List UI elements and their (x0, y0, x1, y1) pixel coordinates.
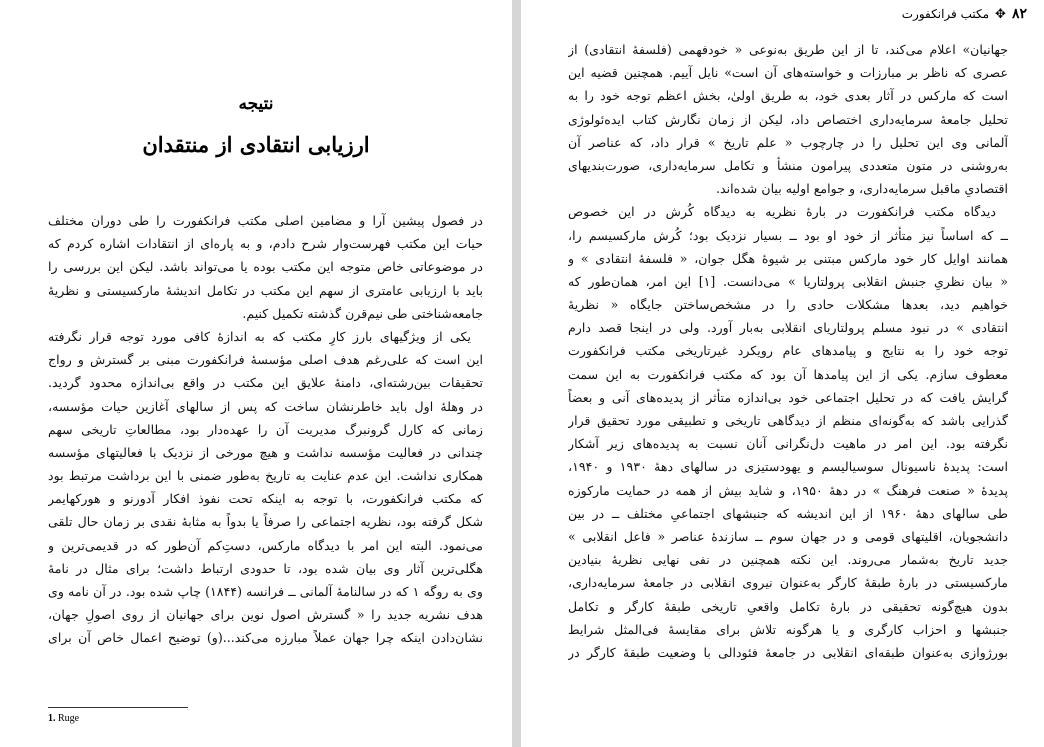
text-line: همکاری نداشت. این عدم عنایت به تاریخ به‌طور ضمنی با این برداشت مرتبط بود (48, 468, 483, 484)
text-line: جدید تاریخ به‌شمار می‌روند. این نکته همچنین در نفی نهایی نظریهٔ بنیادین (568, 552, 1008, 568)
text-line: این است که علی‌رغم هدف اصلی مؤسسهٔ فرانکفورت مبنی بر گسترش و رواج (48, 352, 483, 368)
chapter-label: نتیجه (238, 94, 274, 114)
text-line: می‌نمود. البته این امر با دیدگاه مارکس، دستِ‌کم آن‌طور که در قدیمی‌ترین و (48, 537, 483, 553)
footnote-rule (48, 707, 188, 708)
text-line: یکی از ویژگیهای بارز کارِ مکتب که به اندازهٔ کافی مورد توجه قرار نگرفته (48, 328, 471, 344)
running-title: مکتب فرانکفورت (901, 7, 990, 21)
text-line: بدون هیچ‌گونه تحقیقی در بارهٔ تکامل واقعیِ تاریخی طبقهٔ کارگر و تکامل (568, 598, 1008, 614)
text-line: تحقیقات بین‌رشته‌ای، دامنهٔ علایق این مکتب در واقع بی‌اندازه محدود گردید. (48, 375, 483, 391)
text-line: تحلیل جامعهٔ سرمایه‌داری اختصاص داد، لیکن از زمان نگارش کتاب ایده‌ئولوژی (568, 111, 1008, 127)
right-body-text (568, 38, 1008, 664)
chapter-title: ارزیابی انتقادی از منتقدان (142, 132, 370, 157)
text-line: در موضوعاتی خاص متوجه این مکتب بوده یا می‌تواند باشد. لیکن این بررسی را (48, 259, 483, 275)
text-line: هدف نشریه جدید را « گسترش اصول نوین برای جهانیان از روی اصولِ جهان، (48, 607, 483, 623)
text-line: ــ که اساساً نیز متأثر از خود او بود ــ بسیار نزدیک بود؛ کُرش مارکسیسم را، (568, 227, 1008, 243)
ornament-icon: ✥ (995, 7, 1006, 22)
text-line: گرایش یافت که در تحلیل اجتماعی خود بی‌اندازه متأثر از پدیده‌های آنی و بعضاً (568, 389, 1008, 405)
text-line: عصری که ناظر بر مبارزات و خواسته‌های آن است» نایل آییم. همچنین قضیه این (568, 65, 1008, 81)
text-line: مارکسیستی در بارهٔ طبقهٔ کارگر به‌عنوان نیروی انقلابی در جامعهٔ سرمایه‌داری، (568, 575, 1008, 591)
text-line: نگرفته بود. این امر در ماهیت دل‌نگرانی آنان نسبت به پدیده‌های زیر آشکار (568, 436, 1008, 452)
text-line: چندانی در فعالیت مؤسسه نداشت و هیچ مورخی از نزدیک با فعالیتهای مؤسسه (48, 444, 483, 460)
text-line: هگلی‌ترین آثار وی بیان شده بود، تا حدودی ارتباط داشت؛ برای مثال در نامهٔ (48, 560, 483, 576)
running-head (537, 6, 1027, 22)
text-line: نشان‌دادن اینکه چرا جهان عملاً مبارزه می‌کند...(و) توضیح اعمال خاص آن برای (48, 630, 483, 646)
text-line: در وهلهٔ اول باید خاطرنشان ساخت که پس از سالهای آغازین حیات مؤسسه، (48, 398, 483, 414)
text-line: جهانیان» اعلام می‌کند، تا از این طریق به‌نوعی « خودفهمی (فلسفهٔ انتقادی) از (568, 42, 1008, 57)
text-line: وی به روگه ۱ که در سالنامهٔ آلمانی ــ فرانسه (۱۸۴۴) چاپ شده بود. در آن نامه وی (48, 584, 483, 599)
text-line: که مکتب فرانکفورت، با توجه به اینکه تحت نفوذ افکار آدورنو و هورکهایمر (48, 491, 483, 507)
left-body-text (48, 209, 483, 650)
text-line: طی سالهای دههٔ ۱۹۶۰ از این اندیشه که جنبشهای اجتماعیِ مختلف ــ در بین (568, 505, 1008, 521)
text-line: خواهیم دید، بعدها مشکلات حادی را در مشخص‌ساختن جایگاه « نظریهٔ (568, 297, 1008, 313)
text-line: معطوف سازم. یکی از این پیامدها آن بود که مکتب فرانکفورت به این سمت (568, 366, 1008, 382)
text-line: جنبشها و احزاب کارگری و یا هرگونه تلاش برای مقایسهٔ فی‌المثل شرایط (568, 621, 1008, 637)
footnote (48, 713, 248, 724)
text-line: شکل گرفته بود، نظریه اجتماعی را صرفاً یا بدواً به مثابهٔ نقدی بر زمان حال تلقی (48, 514, 483, 530)
text-line: است که مارکس در آثار بعدی خود، به طریق اولیٰ، بخش اعظم توجه خود را به (568, 88, 1008, 104)
text-line: به‌روشنی در متون متعددی پیرامون منشأ و تکامل سرمایه‌داری، صورت‌بندیهای (568, 157, 1008, 173)
text-line: در فصول پیشین آرا و مضامین اصلی مکتب فرانکفورت را طی دوران مختلف (48, 213, 483, 228)
text-line: بورژوازی به‌عنوان طبقه‌ای انقلابی در جامعهٔ فئودالی با وضعیت طبقهٔ کارگر در (568, 644, 1008, 660)
text-line: جامعه‌شناختی طی نیم‌قرن گذشته تکمیل کنیم. (242, 305, 483, 321)
page-number: ۸۲ (1011, 6, 1027, 22)
text-line: گذرایی باشد که به‌گونه‌ای منظم از دیدگاهی تاریخی و تطبیقی مورد تحقیق قرار (568, 413, 1008, 428)
text-line: زمانی که کارل گرونبرگ مدیریت آن را عهده‌دار بود، مطالعاتِ تاریخی سهم (48, 421, 483, 437)
text-line: دیدگاه مکتب فرانکفورت در بارهٔ نظریه به دیدگاه کُرش در این خصوص (568, 204, 996, 220)
text-line: پدیدهٔ « صنعت فرهنگ » در دههٔ ۱۹۵۰، و شاید بیش از همه در حمایت مارکوزه (568, 482, 1008, 498)
text-line: است: پدیدهٔ ناسیونال سوسیالیسم و یهودستیزی در سالهای دههٔ ۱۹۳۰ و ۱۹۴۰، (568, 459, 1008, 475)
footnote-number: 1. (48, 713, 56, 724)
text-line: توجه خود را به نتایج و پیامدهای عام رویکرد غیرتاریخی مکتب فرانکفورت (568, 343, 1008, 359)
text-line: انتقادی » در نبود مسلم پرولتاریای انقلابی به‌بار آورد. ولی در اینجا قصد دارم (568, 320, 1008, 336)
text-line: « بیان نظریِ جنبش انقلابی پرولتاریا » می‌دانست. [۱] این امر، همان‌طور که (568, 273, 1008, 289)
text-line: حیات این مکتب فهرست‌وار شرح دادم، و به پاره‌ای از انتقادات اشاره کردم که (48, 236, 483, 252)
text-line: باید با ارزیابی عامتری از سهم این مکتب در تکامل اندیشهٔ مارکسیستی و نظریهٔ (48, 282, 483, 298)
text-line: آلمانی وی این تحلیل را در چارچوب « علم تاریخ » قرار داد، که عناصر آن (568, 134, 1008, 150)
text-line: اقتصادیِ ماقبل سرمایه‌داری، و جوامع اولیه بیان شده‌اند. (715, 181, 1008, 197)
text-line: همانند اوایل کار خود مارکس مبتنی بر شیوهٔ هگل جوان، « فلسفهٔ انتقادی » و (568, 250, 1008, 266)
footnote-text: Ruge (58, 713, 80, 724)
text-line: دانشجویان، اقلیتهای قومی و در جهان سوم ــ سازندهٔ عناصر « فاعل انقلابی » (568, 528, 1008, 544)
